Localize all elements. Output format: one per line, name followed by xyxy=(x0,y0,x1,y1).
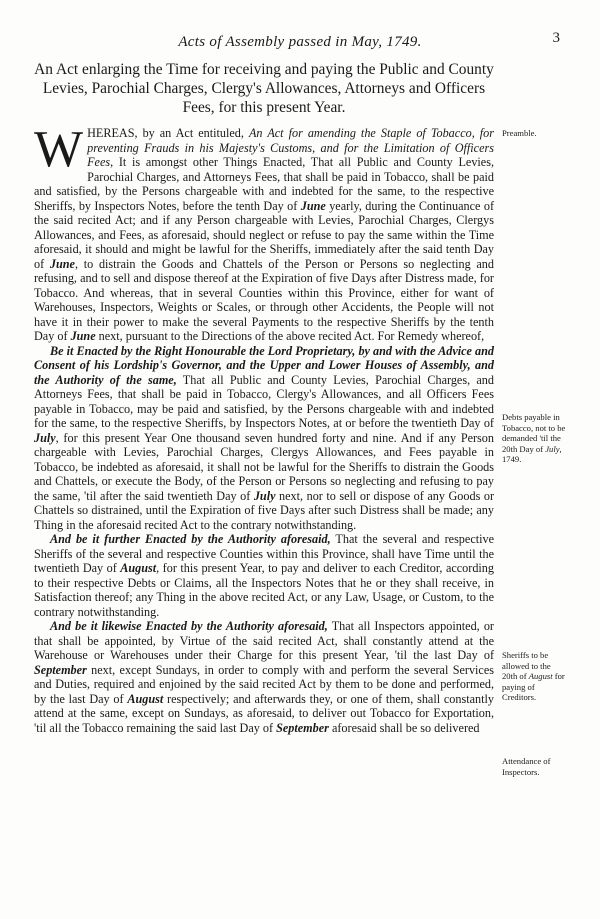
month-september: September xyxy=(276,720,329,735)
text-run: , for this present Year One thousand seven hundred forty and nine. And if any Person chargeable with Levies, Parochial Charges, Clergys Allowances, and Fees payable in Tobacco, be indebted as aforesaid, it shall not be lawful for the Sheriffs to distrain the Goods and Chattels, or execute the Body, of the Person or Persons so neglecting and refusing to pay the same, 'til after the said twentieth Day of xyxy=(34,430,494,503)
month-june: June xyxy=(300,198,326,213)
month-june: June xyxy=(49,256,75,271)
note-text: for paying of Creditors. xyxy=(502,671,565,702)
text-run: next, pursuant to the Directions of the above recited Act. For Remedy whereof, xyxy=(95,329,485,343)
text-run: next, nor to sell or dispose of any Goods or Chattels so distrained, until the Expiration of five Days after such Distress shall be made; any Thing in the aforesaid recited Act to the contrary notwithstanding. xyxy=(34,488,495,532)
note-text: , 1749. xyxy=(502,443,562,464)
margin-note-debts xyxy=(502,412,568,465)
note-text: Sheriffs to be allowed to the 20th of xyxy=(502,650,551,681)
cited-act-title: An Act for amending the Staple of Tobacco, for preventing Frauds in his Majesty's Customs, and for the Limitation of Officers Fees, xyxy=(87,126,494,169)
text-run: , for this present Year, to pay and deliver to each Creditor, according to their respective Debts or Claims, all the Inspectors Notes that he or they shall receive, in Satisfaction thereof; any Thing in the above recited Act, or any Law, Usage, or Custom, to the contrary notwithstanding. xyxy=(34,561,494,619)
text-run: next, except Sundays, in order to comply with and perform the several Services and Duties, required and enjoined by the said recited Act by them to be done and performed, by the last Day of xyxy=(34,662,494,706)
month-august: August xyxy=(120,561,157,575)
note-month: August xyxy=(528,671,553,681)
enacting-clause: And be it further Enacted by the Authority aforesaid, xyxy=(50,532,331,546)
text-run: yearly, during the Continuance of the said recited Act; and if any Person chargeable with Levies, Parochial Charges, Clergys Allowances, and Fees, as aforesaid, should neglect or refuse to pay the same within the Time aforesaid, it should and might be lawful for the Sheriffs, immediately after the said tenth Day of xyxy=(34,198,494,271)
month-september: September xyxy=(34,662,87,677)
page-number: 3 xyxy=(552,30,560,46)
act-title: An Act enlarging the Time for receiving and paying the Public and County Levies, Parochial Charges, Clergy's Allowances, Attorneys and Officers Fees, for this present Year. xyxy=(34,61,494,116)
note-text: Debts payable in Tobacco, not to be demanded 'til the 20th Day of xyxy=(502,412,566,454)
text-run: That all Public and County Levies, Parochial Charges, and Attorneys Fees, that shall be paid in Tobacco, Clergy's Allowances, and all Officers Fees payable in Tobacco, may be paid and satisfied, by the Persons chargeable with and indebted for the same, to the respective Sheriffs, by Inspectors Notes, at or before the twentieth Day of xyxy=(34,372,494,430)
month-june: June xyxy=(70,329,96,343)
text-run: That all Inspectors appointed, or that shall be appointed, by Virtue of the said recited Act, shall constantly attend at the Warehouse or Warehouses under their Charge for this present Year, 'til the last Day of xyxy=(34,619,494,662)
margin-note-attendance: Attendance of Inspectors. xyxy=(502,756,551,777)
text-run: HEREAS, by an Act entituled, xyxy=(87,126,249,140)
drop-cap: W xyxy=(34,121,84,178)
note-month: July xyxy=(545,443,560,454)
text-run: That the several and respective Sheriffs of the several and respective Counties within this Province, shall have Time until the twentieth Day of xyxy=(34,532,494,575)
preamble-paragraph xyxy=(34,121,494,344)
margin-note-sheriffs xyxy=(502,650,568,703)
enacting-paragraph xyxy=(34,344,494,533)
inspectors-paragraph xyxy=(34,619,494,735)
month-july: July xyxy=(253,488,276,503)
running-title: Acts of Assembly passed in May, 1749. xyxy=(178,34,422,50)
text-run: It is amongst other Things Enacted, That all Public and County Levies, Parochial Charges, and Attorneys Fees, that shall be paid in Tobacco, shall be paid and satisfied, by the Persons chargeable with and indebted for the same, to the respective Sheriffs, by Inspectors Notes, before the tenth Day of xyxy=(34,155,494,213)
month-july: July xyxy=(34,430,56,445)
margin-note-preamble: Preamble. xyxy=(502,128,537,138)
month-august: August xyxy=(127,691,164,706)
sheriffs-paragraph xyxy=(34,532,494,619)
text-run: respectively; and afterwards they, or one of them, shall constantly attend at the same, except on Sundays, as aforesaid, to deliver out Tobacco for Exportation, 'til all the Tobacco remaining the said last Day of xyxy=(34,691,494,735)
enacting-clause: And be it likewise Enacted by the Authority aforesaid, xyxy=(50,619,328,633)
text-run: , to distrain the Goods and Chattels of the Person or Persons so neglecting and refusing, and to sell and dispose thereof at the Expiration of five Days after Distress made, for Tobacco. And whereas, that in several Counties within this Province, either for want of Warehouses, Inspectors, Weights or Scales, or through other Accidents, the People will not have it in their power to make the several Payments to the respective Sheriffs by the tenth Day of xyxy=(34,256,494,343)
act-body xyxy=(34,121,495,735)
text-run: aforesaid shall be so delivered xyxy=(328,720,480,735)
enacting-clause: Be it Enacted by the Right Honourable the Lord Proprietary, by and with the Advice and Consent of his Lordship's Governor, and the Upper and Lower Houses of Assembly, and the Authority of the same, xyxy=(34,343,494,387)
